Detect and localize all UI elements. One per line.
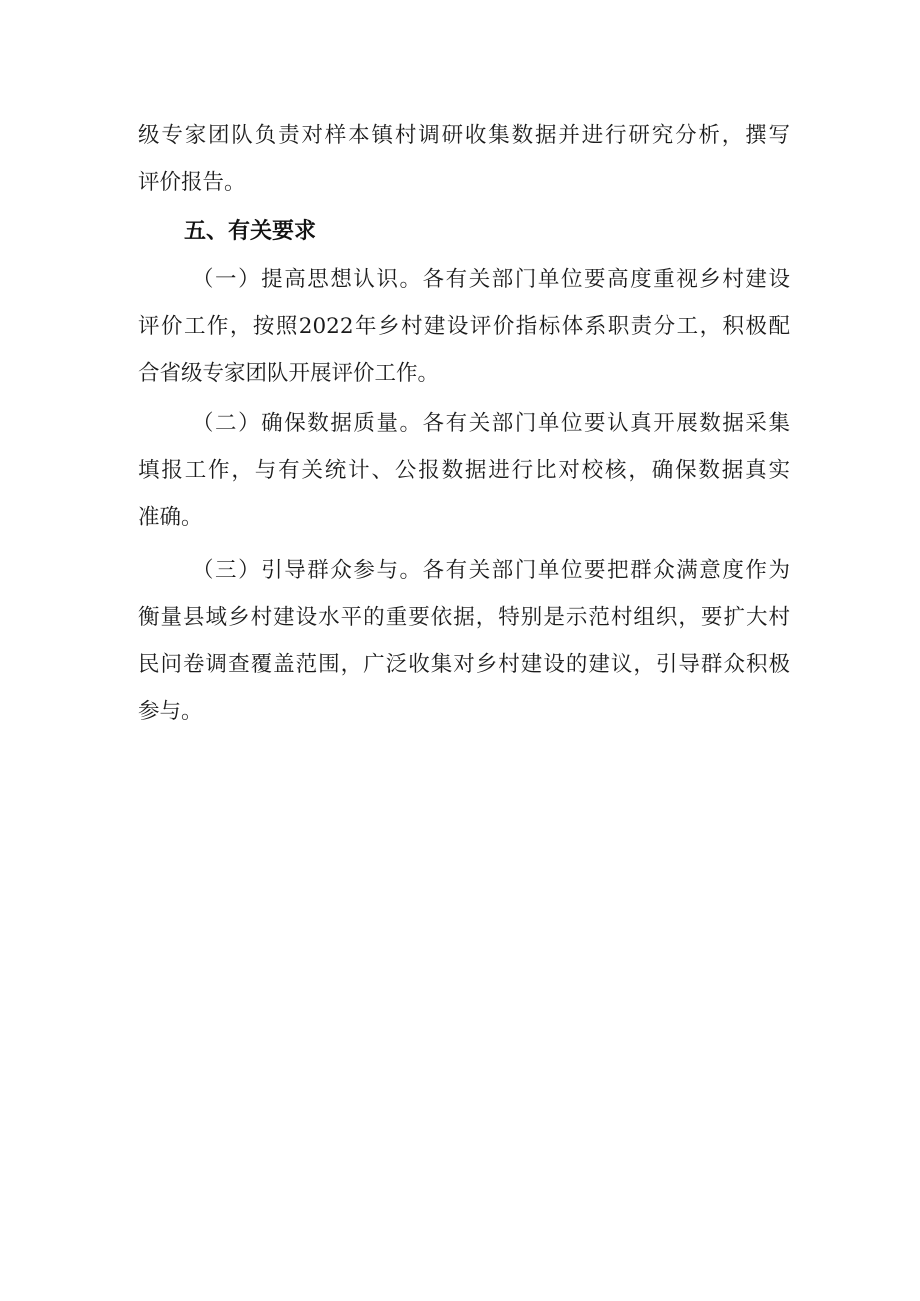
paragraph-line: 级专家团队负责对样本镇村调研收集数据并进行研究分析，撰写 [138, 123, 790, 148]
requirement-paragraph-1 [138, 256, 790, 397]
paragraph-line: 民问卷调查覆盖范围，广泛收集对乡村建设的建议，引导群众积极 [138, 652, 790, 677]
paragraph-line: 填报工作，与有关统计、公报数据进行比对校核，确保数据真实 [138, 458, 790, 483]
paragraph-line: 准确。 [138, 505, 203, 530]
requirement-paragraph-3 [138, 547, 790, 735]
paragraph-line: （二）确保数据质量。各有关部门单位要认真开展数据采集 [192, 411, 790, 436]
paragraph-line: 衡量县域乡村建设水平的重要依据，特别是示范村组织，要扩大村 [138, 605, 790, 630]
paragraph-line: 合省级专家团队开展评价工作。 [138, 361, 440, 386]
section-heading: 五、有关要求 [184, 219, 317, 244]
paragraph-line: 参与。 [138, 699, 203, 724]
requirement-paragraph-2 [138, 400, 790, 541]
paragraph-line: 评价工作，按照2022年乡村建设评价指标体系职责分工，积极配 [138, 314, 790, 339]
continuation-paragraph [138, 112, 790, 206]
paragraph-line: （一）提高思想认识。各有关部门单位要高度重视乡村建设 [192, 267, 790, 292]
paragraph-line: 评价报告。 [138, 170, 246, 195]
paragraph-line: （三）引导群众参与。各有关部门单位要把群众满意度作为 [192, 558, 790, 583]
